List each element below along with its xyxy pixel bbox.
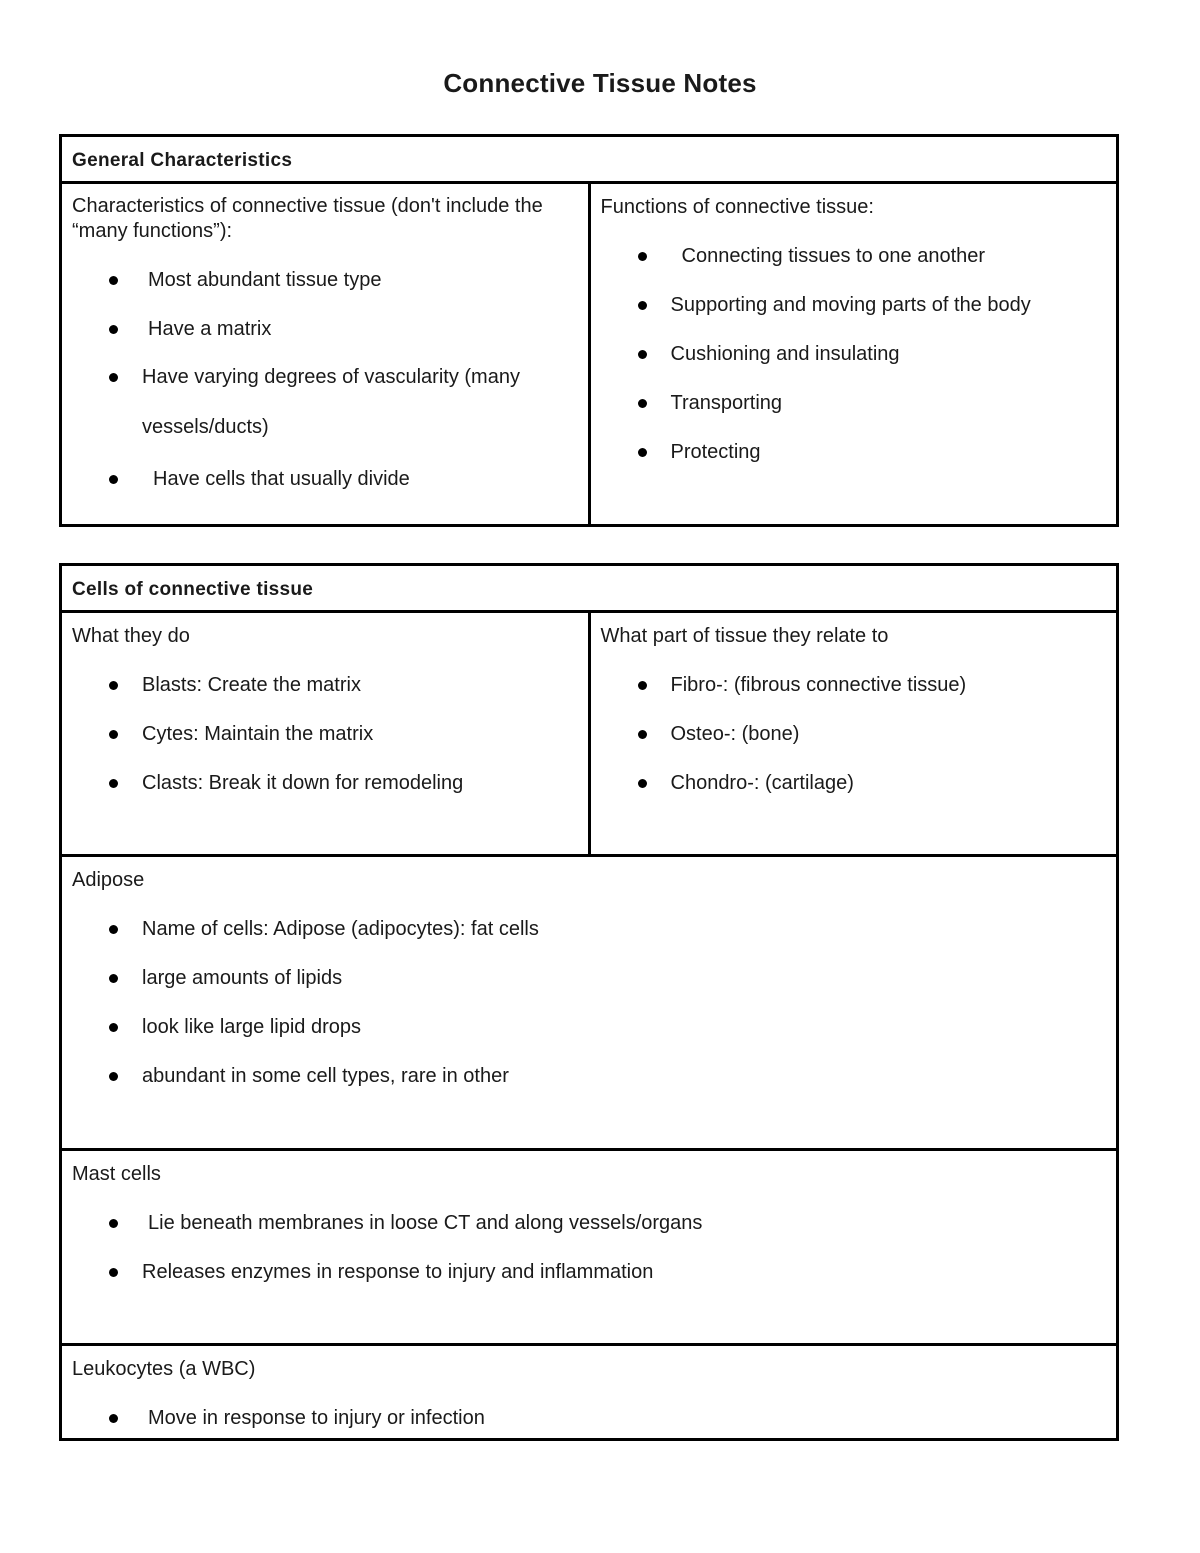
cells-header-cell — [61, 565, 1118, 612]
general-header-cell — [61, 136, 1118, 183]
mast-cells-title: Mast cells — [72, 1163, 161, 1185]
list-item: Fibro-: (fibrous connective tissue) — [591, 672, 1117, 698]
list-item: Releases enzymes in response to injury and inflammation — [62, 1259, 1116, 1285]
list-item: Move in response to injury or infection — [62, 1405, 1116, 1431]
list-item: Osteo-: (bone) — [591, 721, 1117, 747]
list-item: Clasts: Break it down for remodeling — [62, 770, 588, 796]
cells-header: Cells of connective tissue — [72, 579, 314, 600]
list-item: Have varying degrees of vascularity (many vessels/ducts) — [62, 352, 588, 452]
mast-cells-list — [62, 1210, 1116, 1285]
list-item: Name of cells: Adipose (adipocytes): fat cells — [62, 916, 1116, 942]
leukocytes-title: Leukocytes (a WBC) — [72, 1358, 256, 1380]
adipose-list — [62, 916, 1116, 1089]
list-item: Transporting — [591, 390, 1117, 416]
functions-list — [591, 243, 1117, 465]
list-item: Have a matrix — [62, 316, 588, 342]
list-item: Have cells that usually divide — [62, 466, 588, 492]
relates-to-list — [591, 672, 1117, 796]
functions-cell — [589, 183, 1118, 526]
what-they-do-cell — [61, 612, 590, 856]
relates-to-title: What part of tissue they relate to — [600, 625, 889, 647]
list-item: abundant in some cell types, rare in other — [62, 1063, 1116, 1089]
adipose-title: Adipose — [72, 869, 145, 891]
page-title: Connective Tissue Notes — [443, 68, 757, 98]
what-they-do-list — [62, 672, 588, 796]
what-they-do-title: What they do — [72, 625, 190, 647]
cells-table — [59, 563, 1119, 1441]
general-characteristics-table — [59, 134, 1119, 527]
list-item: look like large lipid drops — [62, 1014, 1116, 1040]
mast-cells-cell — [61, 1150, 1118, 1345]
list-item: Connecting tissues to one another — [591, 243, 1117, 269]
general-header: General Characteristics — [72, 150, 293, 171]
list-item: Cushioning and insulating — [591, 341, 1117, 367]
relates-to-cell — [589, 612, 1118, 856]
list-item: Blasts: Create the matrix — [62, 672, 588, 698]
characteristics-cell — [61, 183, 590, 526]
adipose-cell — [61, 856, 1118, 1150]
list-item: Protecting — [591, 439, 1117, 465]
list-item: Chondro-: (cartilage) — [591, 770, 1117, 796]
list-item: Supporting and moving parts of the body — [591, 292, 1117, 318]
functions-title: Functions of connective tissue: — [600, 196, 874, 218]
characteristics-title: Characteristics of connective tissue (don't include the “many functions”): — [72, 195, 543, 242]
characteristics-list — [62, 267, 588, 492]
leukocytes-cell — [61, 1345, 1118, 1440]
list-item: Lie beneath membranes in loose CT and along vessels/organs — [62, 1210, 1116, 1236]
leukocytes-list — [62, 1405, 1116, 1431]
list-item: Most abundant tissue type — [62, 267, 588, 293]
list-item: large amounts of lipids — [62, 965, 1116, 991]
list-item: Cytes: Maintain the matrix — [62, 721, 588, 747]
